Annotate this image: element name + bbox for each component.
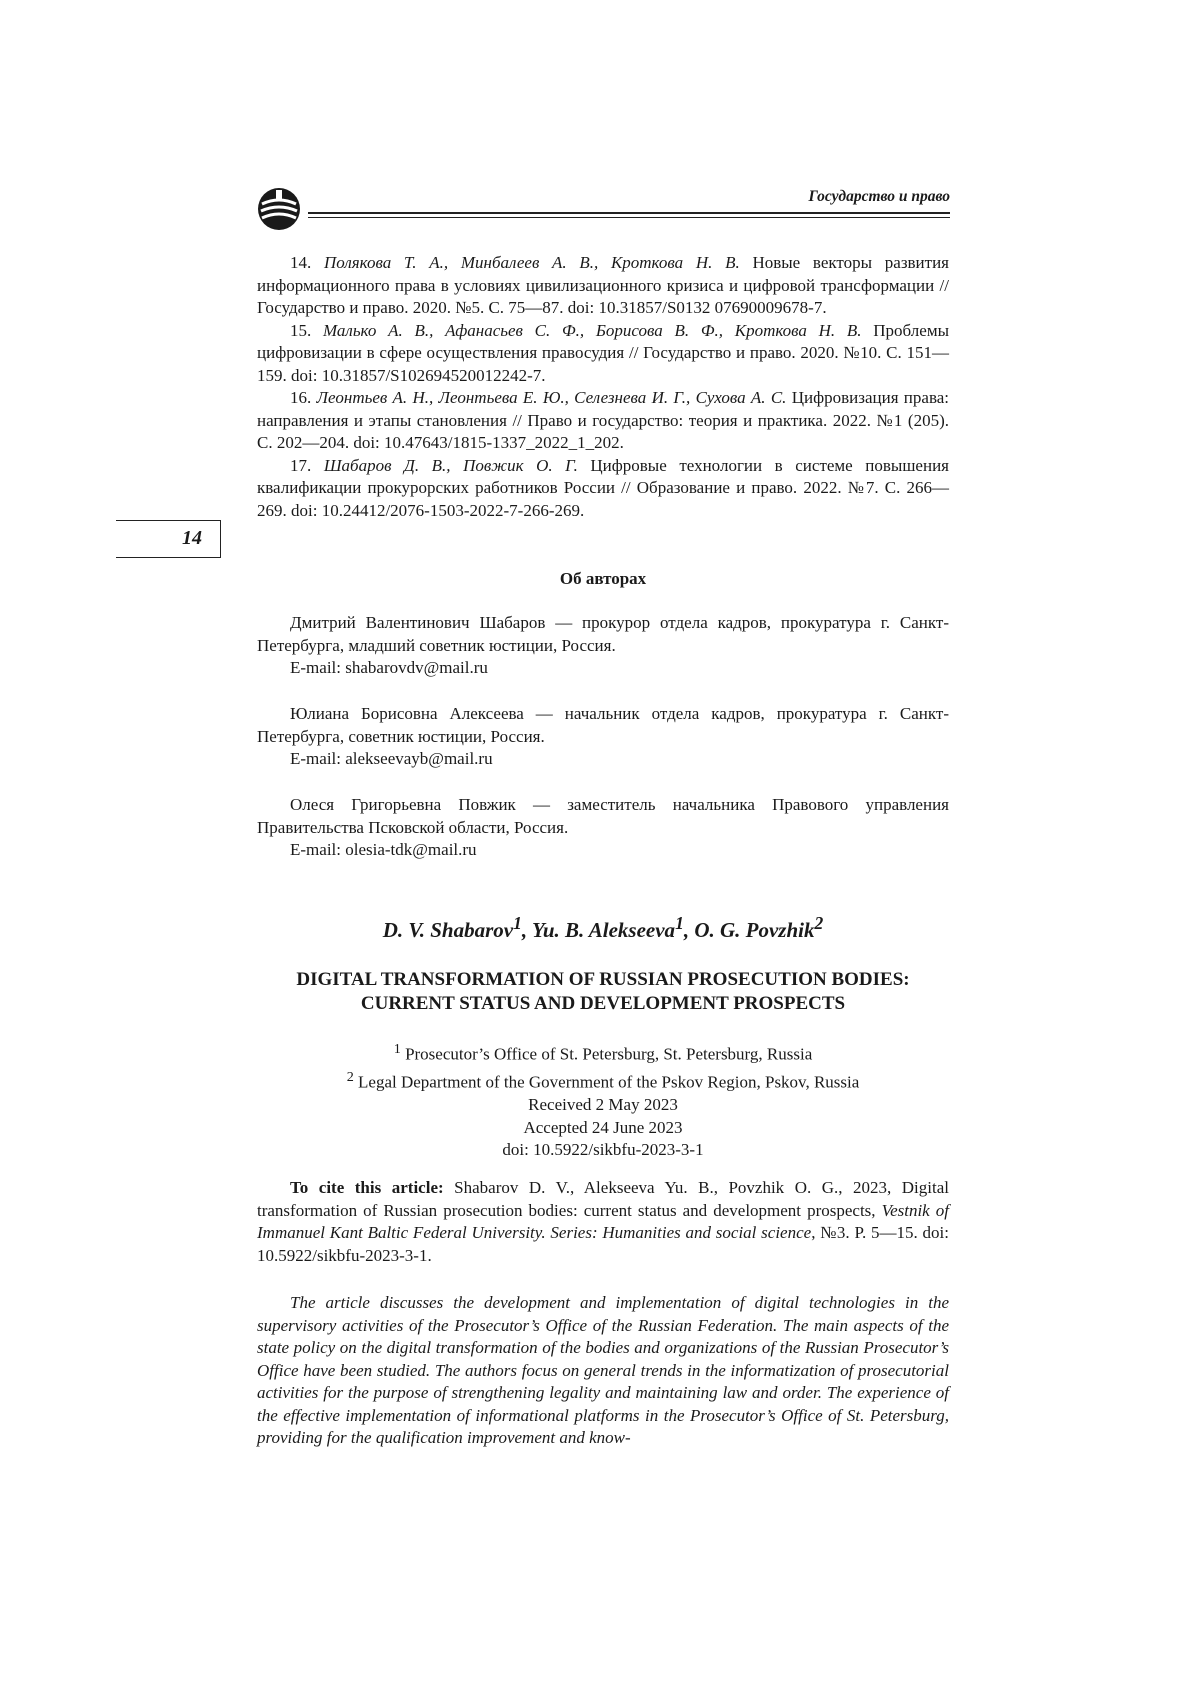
author-bio: Юлиана Борисовна Алексеева — начальник отдела кадров, прокуратура г. Санкт-Петербурга, советник юстиции, Россия. E-mail: alekseevayb@mail.ru: [257, 703, 949, 771]
reference-item: 15. Малько А. В., Афанасьев С. Ф., Борисова В. Ф., Кроткова Н. В. Проблемы цифровизации в сфере осуществления правосудия // Государство и право. 2020. №10. С. 151—159. doi: 10.31857/S102694520012242-7.: [257, 320, 949, 385]
about-authors-heading: Об авторах: [559, 569, 647, 588]
journal-section-title: Государство и право: [808, 188, 950, 205]
reference-item: 16. Леонтьев А. Н., Леонтьева Е. Ю., Селезнева И. Г., Сухова А. С. Цифровизация права: направления и этапы становления // Право и государство: теория и практика. 2022. №1 (205). С. 202—204. doi: 10.47643/1815-1337_2022_1_202.: [257, 388, 950, 452]
affiliations-block: [257, 1038, 949, 1162]
citation-block: To cite this article: Shabarov D. V., Alekseeva Yu. B., Povzhik O. G., 2023, Digital transformation of Russian prosecution bodies: current status and development prospects, Vestnik of Immanuel Kant Baltic Federal University. Series: Humanities and social science, №3. P. 5—15. doi: 10.5922/sikbfu-2023-3-1.: [257, 1178, 949, 1265]
reference-text: Новые векторы развития информационного права в условиях цивилизационного кризиса и цифровой трансформации // Государство и право. 2020. №5. С. 75—87. doi: 10.31857/S0132 07690009678-7.: [257, 253, 950, 317]
header-rule-thick: [308, 212, 950, 214]
reference-authors: Полякова Т. А., Минбалеев А. В., Кроткова Н. В.: [323, 253, 740, 272]
affiliation: $^2$ Legal Department of the Government of the Pskov Region, Pskov, Russia: [346, 1069, 860, 1092]
abstract: The article discusses the development and implementation of digital technologies in the supervisory activities of the Prosecutor’s Office of the Russian Federation. The main aspects of the state policy on the digital transformation of the bodies and organizations of the Russian Prosecutor’s Office have been studied. The authors focus on general trends in the informatization of prosecutorial activities for the purpose of strengthening legality and maintaining law and order. The experience of the effective implementation of informational platforms in the Prosecutor’s Office of St. Petersburg, providing for the qualification improvement and know-: [257, 1293, 949, 1447]
author-bio: Дмитрий Валентинович Шабаров — прокурор отдела кадров, прокуратура г. Санкт-Петербурга, младший советник юстиции, Россия. E-mail: shabarovdv@mail.ru: [257, 612, 949, 680]
reference-list: [257, 252, 949, 522]
journal-logo-icon: [256, 186, 302, 232]
author-email: E-mail: shabarovdv@mail.ru: [290, 658, 488, 677]
accepted-date: Accepted 24 June 2023: [523, 1117, 683, 1137]
reference-text: Цифровые технологии в системе повышения квалификации прокурорских работников России // Образование и право. 2022. №7. С. 266—269. doi: 10.24412/2076-1503-2022-7-266-269.: [257, 455, 949, 520]
reference-authors: Малько А. В., Афанасьев С. Ф., Борисова В. Ф., Кроткова Н. В.: [322, 320, 862, 340]
reference-text: Проблемы цифровизации в сфере осуществления правосудия // Государство и право. 2020. №10. С. 151—159. doi: 10.31857/S102694520012242-7.: [257, 320, 949, 385]
citation-journal: Vestnik of Immanuel Kant Baltic Federal University. Series: Humanities and social science: [257, 1200, 949, 1242]
english-author-line: D. V. Shabarov$^1$, Yu. B. Alekseeva$^1$, O. G. Povzhik$^2$: [382, 913, 824, 942]
reference-text: Цифровизация права: направления и этапы становления // Право и государство: теория и практика. 2022. №1 (205). С. 202—204. doi: 10.47643/1815-1337_2022_1_202.: [257, 388, 950, 452]
author-email: E-mail: olesia-tdk@mail.ru: [290, 840, 477, 859]
article-doi: doi: 10.5922/sikbfu-2023-3-1: [502, 1140, 704, 1160]
author-bio: Олеся Григорьевна Повжик — заместитель начальника Правового управления Правительства Псковской области, Россия. E-mail: olesia-tdk@mail.ru: [257, 794, 949, 862]
header-rule-thin: [308, 217, 950, 218]
running-header: [256, 186, 950, 236]
received-date: Received 2 May 2023: [528, 1095, 678, 1115]
reference-item: 17. Шабаров Д. В., Повжик О. Г. Цифровые технологии в системе повышения квалификации прокурорских работников России // Образование и право. 2022. №7. С. 266—269. doi: 10.24412/2076-1503-2022-7-266-269.: [257, 455, 949, 520]
page-number: 14: [182, 527, 202, 549]
reference-item: 14. Полякова Т. А., Минбалеев А. В., Кроткова Н. В. Новые векторы развития информационного права в условиях цивилизационного кризиса и цифровой трансформации // Государство и право. 2020. №5. С. 75—87. doi: 10.31857/S0132 07690009678-7.: [257, 253, 950, 317]
affiliation: $^1$ Prosecutor’s Office of St. Petersburg, St. Petersburg, Russia: [393, 1041, 813, 1064]
citation-label: To cite this article:: [290, 1178, 444, 1197]
author-email: E-mail: alekseevayb@mail.ru: [290, 749, 493, 768]
reference-authors: Леонтьев А. Н., Леонтьева Е. Ю., Селезнева И. Г., Сухова А. С.: [316, 388, 787, 407]
page-number-box: [116, 520, 221, 558]
english-article-title: DIGITAL TRANSFORMATION OF RUSSIAN PROSECUTION BODIES: CURRENT STATUS AND DEVELOPMENT PROSPECTS: [296, 969, 910, 1014]
reference-authors: Шабаров Д. В., Повжик О. Г.: [323, 455, 578, 475]
